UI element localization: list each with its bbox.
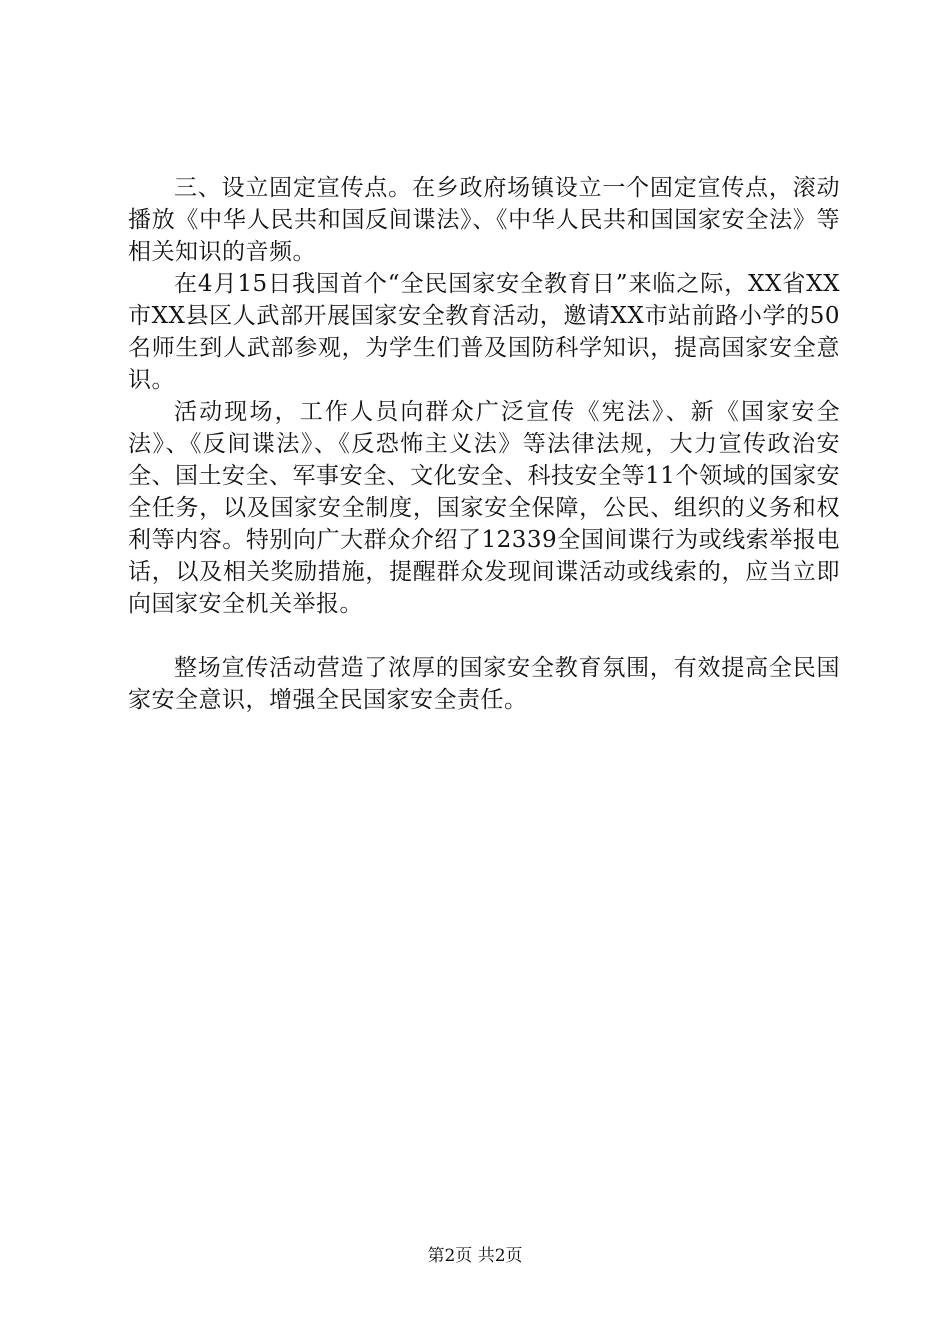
document-body [128,172,840,716]
paragraph-education-day: 在4月15日我国首个“全民国家安全教育日”来临之际，XX省XX市XX县区人武部开展国家安全教育活动，邀请XX市站前路小学的50名师生到人武部参观，为学生们普及国防科学知识，提高国家安全意识。 [128,271,840,393]
page-number-footer: 第2页 共2页 [427,1246,523,1266]
paragraph-fixed-publicity-point: 三、设立固定宣传点。在乡政府场镇设立一个固定宣传点，滚动播放《中华人民共和国反间谍法》、《中华人民共和国国家安全法》等相关知识的音频。 [128,175,840,265]
paragraph-conclusion: 整场宣传活动营造了浓厚的国家安全教育氛围，有效提高全民国家安全意识，增强全民国家安全责任。 [128,655,840,713]
paragraph-activity-scene: 活动现场，工作人员向群众广泛宣传《宪法》、新《国家安全法》、《反间谍法》、《反恐怖主义法》等法律法规，大力宣传政治安全、国土安全、军事安全、文化安全、科技安全等11个领域的国家安全任务，以及国家安全制度，国家安全保障，公民、组织的义务和权利等内容。特别向广大群众介绍了12339全国间谍行为或线索举报电话，以及相关奖励措施，提醒群众发现间谍活动或线索的，应当立即向国家安全机关举报。 [128,399,840,617]
paragraph-spacer [128,620,840,652]
